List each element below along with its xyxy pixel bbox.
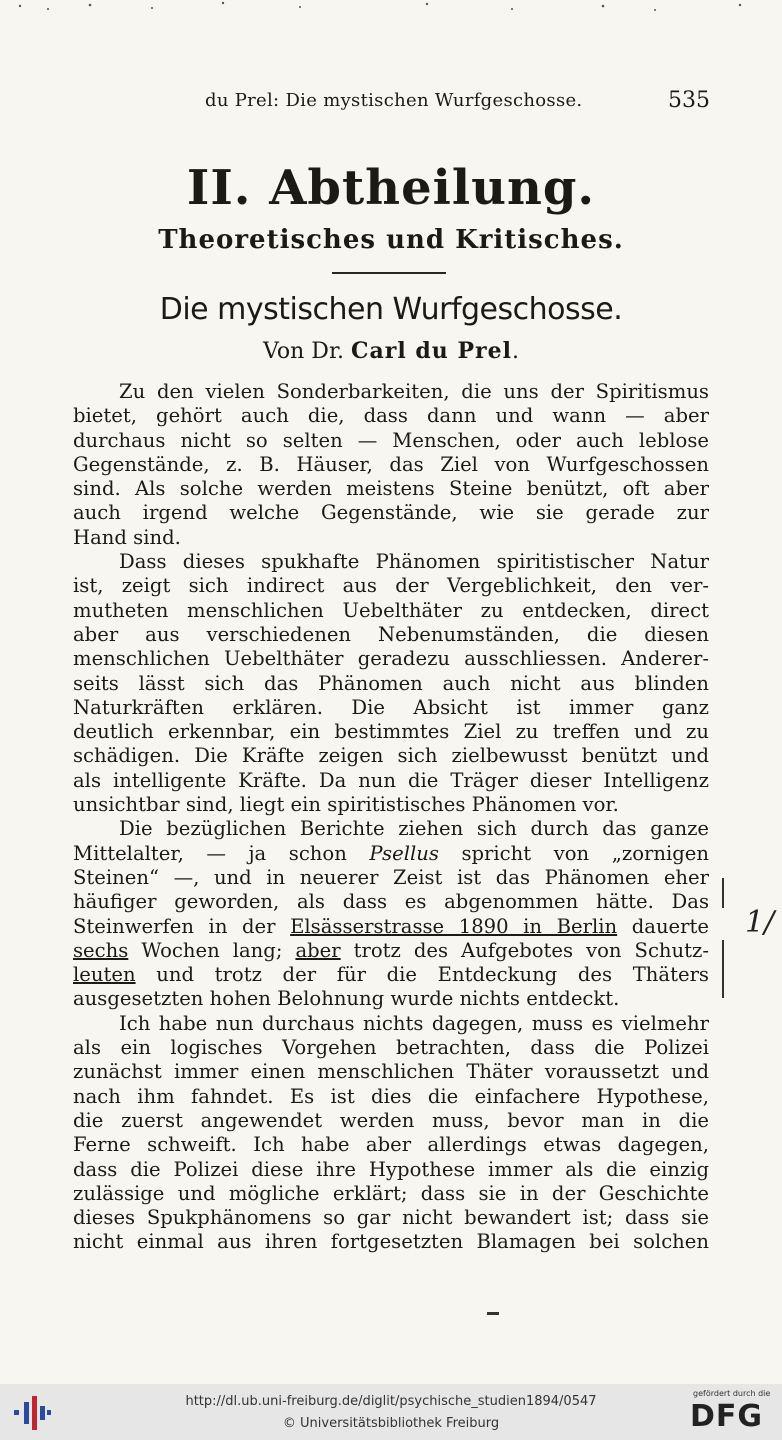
- text-line: Naturkräften erklären. Die Absicht ist immer ganz: [73, 695, 709, 719]
- margin-bar: [722, 878, 724, 908]
- text-line: als ein logisches Vorgehen betrachten, dass die Polizei: [73, 1036, 709, 1060]
- text-fragment: Wochen lang;: [141, 938, 283, 962]
- viewer-footer: [0, 1384, 782, 1440]
- text-fragment: und trotz der für die Entdeckung des Thäters: [156, 963, 709, 987]
- text-line: nicht einmal aus ihren fortgesetzten Blamagen bei solchen: [73, 1230, 709, 1254]
- underlined-passage: sechs: [73, 938, 129, 962]
- author-name: Carl du Prel: [351, 338, 512, 364]
- underlined-passage: Elsässerstrasse 1890 in Berlin: [290, 914, 618, 938]
- text-line: dass die Polizei diese ihre Hypothese immer als die einzig: [73, 1157, 709, 1181]
- text-fragment: trotz des Aufgebotes von Schutz-: [353, 938, 709, 962]
- text-line: zunächst immer einen menschlichen Thäter voraussetzt und: [73, 1060, 709, 1084]
- scan-speckles: [0, 0, 782, 20]
- text-line: Zu den vielen Sonderbarkeiten, die uns der Spiritismus: [119, 380, 709, 403]
- text-line: seits lässt sich das Phänomen auch nicht aus blinden: [73, 671, 709, 695]
- page-number: 535: [668, 88, 710, 113]
- text-line: bietet, gehört auch die, dass dann und wann — aber: [73, 404, 709, 428]
- text-line: dieses Spukphänomens so gar nicht bewandert ist; dass sie: [73, 1206, 709, 1230]
- text-line: unsichtbar sind, liegt ein spiritistisches Phänomen vor.: [73, 793, 619, 817]
- section-subtitle: Theoretisches und Kritisches.: [158, 225, 624, 255]
- text-line: Ich habe nun durchaus nichts dagegen, muss es vielmehr: [119, 1011, 709, 1035]
- underlined-passage: leuten: [73, 963, 136, 987]
- text-line: [73, 963, 709, 987]
- underlined-passage: aber: [295, 938, 341, 962]
- funder-caption: gefördert durch die: [693, 1389, 771, 1398]
- source-url-link[interactable]: http://dl.ub.uni-freiburg.de/diglit/psychische_studien1894/0547: [185, 1394, 597, 1409]
- section-title: II. Abtheilung.: [186, 160, 596, 216]
- text-line: [73, 915, 709, 939]
- text-line: [73, 939, 709, 963]
- text-line: schädigen. Die Kräfte zeigen sich zielbewusst benützt und: [73, 744, 709, 768]
- text-line: Steinen“ —, und in neuerer Zeist ist das Phänomen eher: [73, 865, 709, 889]
- copyright-notice: © Universitätsbibliothek Freiburg: [282, 1416, 500, 1431]
- text-line: ausgesetzten hohen Belohnung wurde nichts entdeckt.: [73, 987, 620, 1011]
- ink-mark: [487, 1312, 499, 1315]
- text-line: Ferne schweift. Ich habe aber allerdings etwas dagegen,: [73, 1133, 709, 1157]
- byline: [0, 338, 782, 364]
- text-line: sind. Als solche werden meistens Steine benützt, oft aber: [73, 477, 709, 501]
- text-line: Hand sind.: [73, 525, 181, 549]
- text-line: häufiger geworden, als dass es abgenommen hätte. Das: [73, 890, 709, 914]
- text-line: [73, 842, 709, 866]
- divider-rule: [332, 272, 446, 274]
- article-title: Die mystischen Wurfgeschosse.: [159, 292, 623, 327]
- text-line: Gegenstände, z. B. Häuser, das Ziel von Wurfgeschossen: [73, 452, 709, 476]
- text-line: deutlich erkennbar, ein bestimmtes Ziel zu treffen und zu: [73, 720, 709, 744]
- text-line: Dass dieses spukhafte Phänomen spiritistischer Natur: [119, 550, 709, 574]
- text-fragment: spricht von „zornigen: [461, 841, 709, 865]
- text-line: auch irgend welche Gegenstände, wie sie gerade zur: [73, 501, 709, 525]
- text-line: die zuerst angewendet werden muss, bevor man in die: [73, 1108, 709, 1132]
- text-line: ist, zeigt sich indirect aus der Vergeblichkeit, den ver-: [73, 574, 709, 598]
- text-line: aber aus verschiedenen Nebenumständen, die diesen: [73, 622, 709, 646]
- text-line: als intelligente Kräfte. Da nun die Träger dieser Intelligenz: [73, 768, 709, 792]
- text-fragment: Steinwerfen in der: [73, 914, 276, 938]
- running-title: du Prel: Die mystischen Wurfgeschosse.: [205, 90, 583, 111]
- text-line: zulässige und mögliche erklärt; dass sie in der Geschichte: [73, 1181, 709, 1205]
- text-line: durchaus nicht so selten — Menschen, oder auch leblose: [73, 428, 709, 452]
- running-head: [205, 90, 710, 118]
- byline-suffix: .: [511, 339, 519, 364]
- article-body: [73, 380, 709, 1255]
- text-line: nach ihm fahndet. Es ist dies die einfachere Hypothese,: [73, 1084, 709, 1108]
- text-line: Die bezüglichen Berichte ziehen sich durch das ganze: [119, 817, 709, 841]
- dfg-logo: DFG: [690, 1399, 764, 1434]
- text-line: menschlichen Uebelthäter geradezu ausschliessen. Anderer-: [73, 647, 709, 671]
- byline-prefix: Von Dr.: [263, 339, 345, 364]
- text-line: mutheten menschlichen Uebelthäter zu entdecken, direct: [73, 598, 709, 622]
- text-fragment: dauerte: [631, 914, 709, 938]
- margin-bar: [722, 940, 724, 998]
- margin-note: 1/: [745, 905, 775, 940]
- cited-author: Psellus: [369, 841, 439, 865]
- text-fragment: Mittelalter, — ja schon: [73, 841, 347, 865]
